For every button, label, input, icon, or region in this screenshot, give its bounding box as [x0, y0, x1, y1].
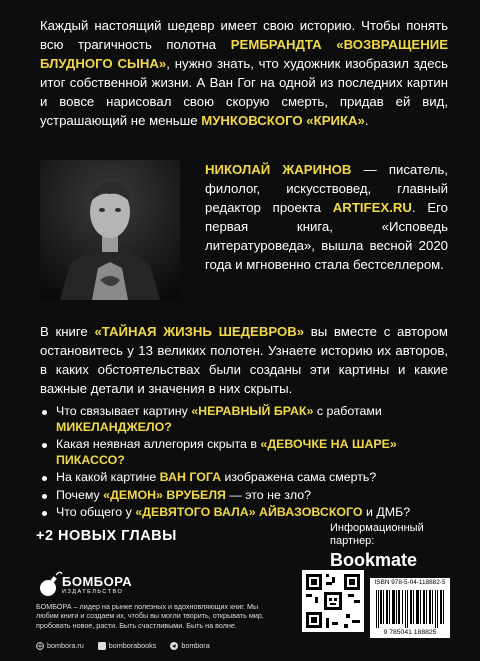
partner-label: Информационный партнер: — [330, 522, 424, 547]
barcode-number: 9 785041 188825 — [383, 629, 437, 636]
isbn: ISBN 978-5-04-118882-5 — [374, 579, 446, 586]
list-item: Почему «ДЕМОН» ВРУБЕЛЯ — это не зло? — [40, 488, 460, 504]
publisher-name: БОМБОРА — [62, 574, 133, 589]
bonus-chapters: +2 НОВЫХ ГЛАВЫ — [36, 528, 177, 544]
site-link[interactable]: bombora.ru — [36, 641, 84, 650]
globe-icon — [36, 642, 44, 650]
author-text-1: — писатель, филолог, искусствовед, главный редактор проекта — [205, 162, 448, 215]
bomb-icon — [40, 572, 62, 596]
partner-brand: Bookmate — [330, 550, 418, 570]
intro-text-1: Каждый настоящий шедевр имеет свою историю. Чтобы понять всю трагичность полотна — [40, 18, 448, 52]
author-site: ARTIFEX.RU — [332, 200, 412, 215]
vk-icon — [98, 642, 106, 650]
author-text-2: . Его первая книга, «Исповедь литературоведа», вышла весной 2020 года и мгновенно стала бестселлером. — [205, 200, 448, 272]
intro-highlight-munch: МУНКОВСКОГО «КРИКА» — [201, 113, 365, 128]
qr-code — [302, 570, 364, 632]
list-item: Что связывает картину «НЕРАВНЫЙ БРАК» с работами МИКЕЛАНДЖЕЛО? — [40, 404, 460, 435]
book-text-1: В книге — [40, 324, 95, 339]
publisher-sub: ИЗДАТЕЛЬСТВО — [62, 589, 124, 595]
book-description — [40, 322, 448, 398]
book-text-2: вы вместе с автором остановитесь у 13 великих полотен. Узнаете историю их авторов, в каких обстоятельствах были созданы эти картины и какие важные детали и значения в них скрыты. — [40, 324, 448, 396]
intro-text-2: , нужно знать, что художник изобразил здесь итог собственной жизни. А Ван Гог на одной из последних картин и вовсе нарисовал свою скорую смерть, придав ей вид, устрашающий не меньше — [40, 56, 448, 128]
list-item: Какая неявная аллегория скрыта в «ДЕВОЧКЕ НА ШАРЕ» ПИКАССО? — [40, 437, 460, 468]
author-bio — [205, 160, 448, 274]
list-item: На какой картине ВАН ГОГА изображена сама смерть? — [40, 470, 460, 486]
author-photo — [40, 160, 180, 300]
telegram-link[interactable]: bombora — [170, 641, 209, 650]
book-title: «ТАЙНАЯ ЖИЗНЬ ШЕДЕВРОВ» — [94, 324, 305, 339]
intro-highlight-rembrandt: РЕМБРАНДТА «ВОЗВРАЩЕНИЕ БЛУДНОГО СЫНА» — [40, 37, 448, 71]
intro-text-3: . — [364, 113, 369, 128]
vk-link[interactable]: bomborabooks — [98, 641, 157, 650]
list-item: Что общего у «ДЕВЯТОГО ВАЛА» АЙВАЗОВСКОГО и ДМБ? — [40, 505, 460, 521]
publisher-logo — [38, 568, 138, 600]
publisher-about: БОМБОРА – лидер на рынке полезных и вдохновляющих книг. Мы любим книги и создаем их, чтобы вы могли творить, открывать мир, пробовать новое, расти. Быть счастливыми. Быть на волне. — [36, 602, 264, 630]
author-name: НИКОЛАЙ ЖАРИНОВ — [205, 162, 352, 177]
telegram-icon — [170, 642, 178, 650]
intro-paragraph — [40, 16, 448, 130]
info-partner — [330, 522, 450, 571]
questions-list — [40, 404, 460, 523]
publisher-links — [36, 641, 296, 650]
